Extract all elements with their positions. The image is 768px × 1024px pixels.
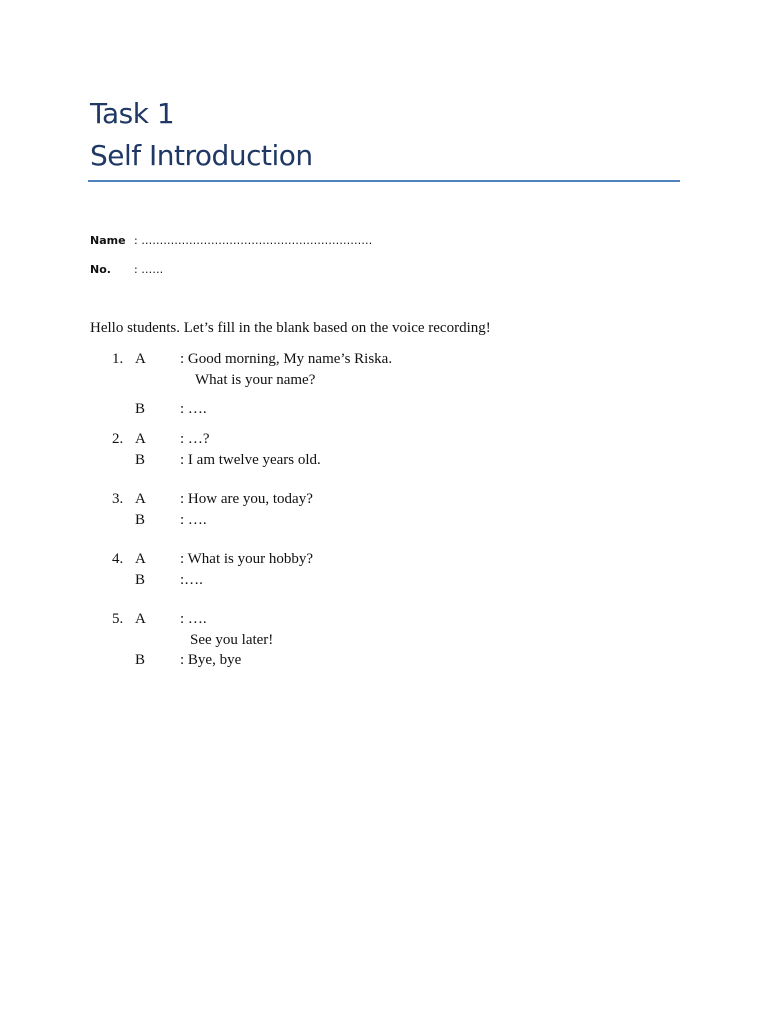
dialogue-number: 5.	[112, 611, 124, 627]
speaker-b: B	[135, 512, 146, 528]
dialogue-number: 2.	[112, 431, 124, 447]
name-label: Name	[90, 234, 126, 247]
number-label: No.	[90, 263, 111, 276]
speaker-a-line: : How are you, today?	[180, 491, 313, 507]
dialogue-number: 1.	[112, 351, 124, 367]
speaker-a-line: : ….	[180, 611, 207, 627]
speaker-b: B	[135, 452, 146, 468]
speaker-a-line-continued: What is your name?	[195, 372, 316, 388]
number-blank: : ……	[134, 263, 164, 276]
page-title-task-number: Task 1	[90, 97, 175, 130]
name-blank: : ………………………………………………………	[134, 234, 373, 247]
number-field	[90, 263, 164, 276]
speaker-a: A	[135, 551, 146, 567]
name-field	[90, 234, 373, 247]
dialogue-number: 4.	[112, 551, 124, 567]
instruction-text: Hello students. Let’s fill in the blank based on the voice recording!	[90, 320, 491, 336]
speaker-a: A	[135, 491, 146, 507]
speaker-a: A	[135, 611, 146, 627]
speaker-b: B	[135, 401, 146, 417]
dialogue-number: 3.	[112, 491, 124, 507]
title-divider	[88, 180, 680, 182]
page-title: Self Introduction	[90, 139, 313, 172]
speaker-b-line: :….	[180, 572, 203, 588]
speaker-b-line: : Bye, bye	[180, 652, 242, 668]
speaker-a: A	[135, 351, 146, 367]
speaker-b: B	[135, 572, 146, 588]
speaker-b-line: : ….	[180, 401, 207, 417]
speaker-a: A	[135, 431, 146, 447]
speaker-a-line: : …?	[180, 431, 210, 447]
speaker-b: B	[135, 652, 146, 668]
speaker-b-line: : I am twelve years old.	[180, 452, 321, 468]
speaker-a-line: : Good morning, My name’s Riska.	[180, 351, 393, 367]
speaker-a-line: : What is your hobby?	[180, 551, 314, 567]
speaker-a-line-continued: See you later!	[190, 632, 274, 648]
speaker-b-line: : ….	[180, 512, 207, 528]
